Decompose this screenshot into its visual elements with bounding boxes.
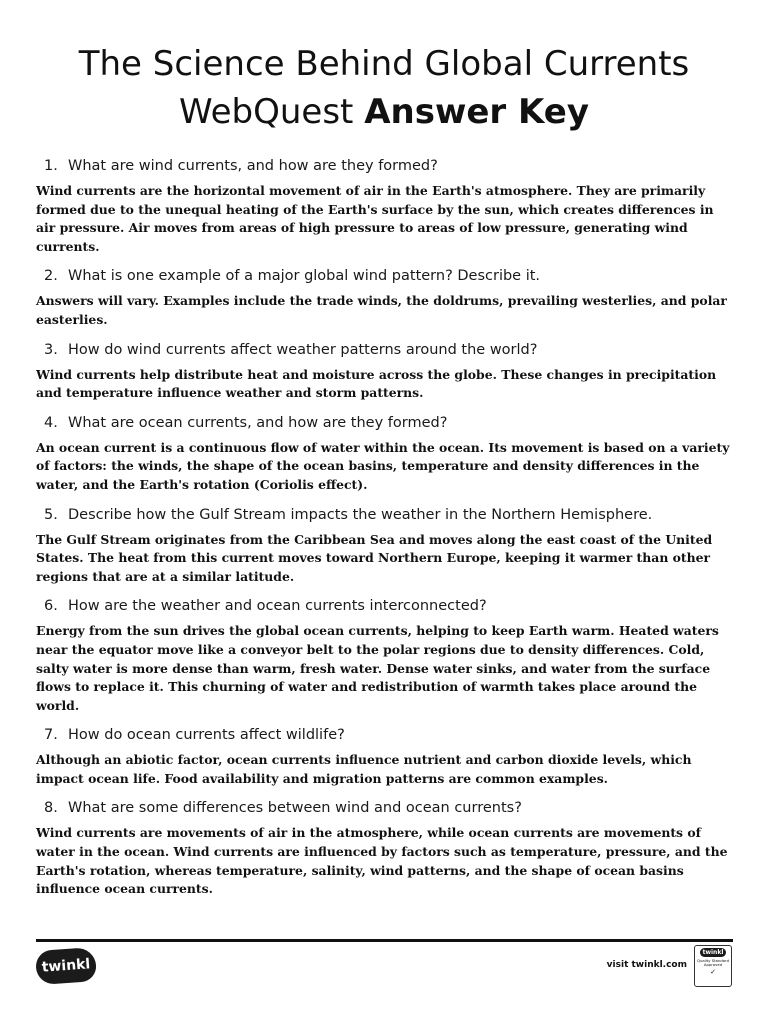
footer-divider [36, 939, 733, 942]
answer-8: Wind currents are movements of air in the atmosphere, while ocean currents are movements of water in the ocean. Wind currents are influenced by factors such as temperature, pressure, and the Earth's rotation, whereas temperature, salinity, wind patterns, and the shape of ocean basins influence ocean currents. [36, 825, 728, 897]
question-number: 6. [44, 598, 58, 615]
twinkl-logo[interactable]: twinkl [35, 947, 97, 985]
question-6 [44, 595, 736, 617]
answer-5: The Gulf Stream originates from the Caribbean Sea and moves along the east coast of the United States. The heat from this current moves toward Northern Europe, keeping it warmer than other regions that are at a similar latitude. [36, 531, 713, 584]
question-4 [44, 412, 736, 434]
quality-standard-badge [694, 945, 732, 987]
answer-1: Wind currents are the horizontal movement of air in the Earth's atmosphere. They are primarily formed due to the unequal heating of the Earth's surface by the sun, which creates differences in air pressure. Air moves from areas of high pressure to areas of low pressure, generating wind currents. [36, 183, 714, 254]
answer-7: Although an abiotic factor, ocean currents influence nutrient and carbon dioxide levels, which impact ocean life. Food availability and migration patterns are common examples. [36, 752, 692, 786]
title-answer-key: Answer Key [364, 92, 590, 132]
question-number: 3. [44, 341, 58, 358]
question-5 [44, 504, 736, 526]
question-1 [44, 155, 736, 177]
title-line-1: The Science Behind Global Currents [78, 44, 690, 84]
question-2 [44, 265, 736, 287]
question-7 [44, 724, 736, 746]
question-text: What are ocean currents, and how are they formed? [68, 414, 448, 431]
question-8 [44, 797, 736, 819]
check-icon: ✓ [710, 967, 716, 976]
answer-6: Energy from the sun drives the global ocean currents, helping to keep Earth warm. Heated waters near the equator move like a conveyor belt to the polar regions due to density differences. Cold, salty water is more dense than warm, fresh water. Dense water sinks, and water from the surface flows to replace it. This churning of water and redistribution of warmth takes place around the world. [36, 623, 719, 713]
question-number: 4. [44, 414, 58, 431]
answer-3: Wind currents help distribute heat and moisture across the globe. These changes in precipitation and temperature influence weather and storm patterns. [36, 366, 717, 401]
question-number: 8. [44, 800, 58, 817]
question-text: How do ocean currents affect wildlife? [68, 727, 345, 744]
visit-link[interactable]: visit twinkl.com [606, 960, 687, 970]
badge-text: Quality Standard Approved [696, 958, 730, 968]
question-number: 2. [44, 268, 58, 285]
answer-2: Answers will vary. Examples include the trade winds, the doldrums, prevailing westerlies, and polar easterlies. [36, 293, 727, 327]
question-text: How are the weather and ocean currents interconnected? [68, 598, 487, 615]
question-text: Describe how the Gulf Stream impacts the weather in the Northern Hemisphere. [68, 506, 653, 523]
question-list [36, 155, 736, 908]
question-text: What are some differences between wind and ocean currents? [68, 800, 522, 817]
question-text: How do wind currents affect weather patterns around the world? [68, 341, 538, 358]
answer-4: An ocean current is a continuous flow of water within the ocean. Its movement is based on a variety of factors: the winds, the shape of the ocean basins, temperature and density differences in the water, and the Earth's rotation (Coriolis effect). [36, 439, 730, 492]
question-number: 1. [44, 158, 58, 174]
title-webquest: WebQuest [178, 92, 354, 132]
page-title [0, 40, 768, 136]
badge-logo: twinkl [700, 948, 727, 957]
question-text: What are wind currents, and how are they formed? [68, 158, 438, 174]
question-3 [44, 339, 736, 361]
question-number: 5. [44, 506, 58, 523]
question-text: What is one example of a major global wind pattern? Describe it. [68, 268, 541, 285]
question-number: 7. [44, 727, 58, 744]
